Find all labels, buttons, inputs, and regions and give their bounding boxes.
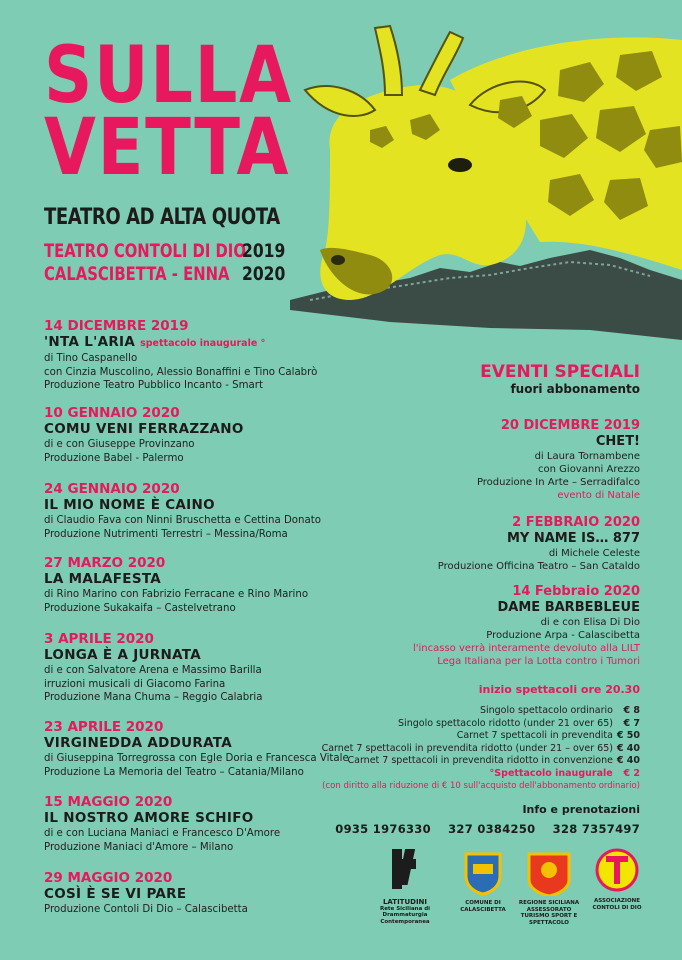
title-line-1: SULLA [44, 31, 293, 121]
special-event-date: 14 Febbraio 2020 [512, 584, 640, 599]
price-amount: € 40 [616, 755, 640, 766]
phone-numbers [335, 822, 640, 836]
event-name: VIRGINEDDA ADDURATA [44, 735, 232, 751]
logo-caption: Rete Siciliana di Drammaturgia Contemporanea [379, 905, 431, 925]
event-detail: di Claudio Fava con Ninni Bruschetta e Cettina Donato [44, 515, 321, 526]
logo-contoli [586, 846, 648, 911]
event-item [44, 794, 364, 854]
venue-line-1: TEATRO CONTOLI DI DIO [44, 240, 246, 262]
year-1: 2019 [242, 240, 286, 262]
special-event-item [438, 515, 640, 573]
info-title: Info e prenotazioni [522, 803, 640, 816]
special-event-detail: Produzione Arpa - Calascibetta [486, 630, 640, 641]
venue-block [44, 240, 246, 286]
regione-emblem-icon [514, 850, 584, 896]
special-event-date: 2 FEBBRAIO 2020 [512, 515, 640, 530]
event-item [44, 318, 364, 393]
price-amount: € 2 [623, 767, 640, 779]
phone-number[interactable]: 327 0384250 [448, 822, 536, 836]
special-event-detail: di e con Elisa Di Dio [540, 617, 640, 628]
logo-comune [458, 850, 508, 913]
event-name: LONGA È A JURNATA [44, 647, 201, 663]
event-detail: di e con Giuseppe Provinzano [44, 439, 195, 450]
event-detail: Produzione Babel - Palermo [44, 452, 184, 464]
season-years [242, 240, 285, 286]
event-detail: Produzione Maniaci d'Amore – Milano [44, 841, 234, 853]
start-time: inizio spettacoli ore 20.30 [478, 683, 640, 696]
price-amount: € 50 [616, 730, 640, 741]
logo-latitudini [362, 845, 448, 925]
event-item [44, 481, 364, 541]
event-date: 3 APRILE 2020 [44, 631, 154, 647]
phone-number[interactable]: 0935 1976330 [335, 822, 431, 836]
price-row [322, 755, 640, 768]
logo-caption: ASSESSORATO TURISMO SPORT E SPETTACOLO [520, 906, 578, 926]
price-amount: € 7 [623, 717, 640, 729]
price-note: (con diritto alla riduzione di € 10 sull'acquisto dell'abbonamento ordinario) [322, 781, 640, 791]
event-detail: Produzione Contoli Di Dio – Calascibetta [44, 904, 248, 915]
event-date: 15 MAGGIO 2020 [44, 794, 173, 810]
price-label: °Spettacolo inaugurale [489, 767, 613, 779]
price-row [322, 718, 640, 731]
price-label: Carnet 7 spettacoli in prevendita ridotto (under 21 – over 65) [321, 742, 613, 754]
special-event-item [477, 418, 640, 502]
special-event-item [413, 584, 640, 668]
event-date: 24 GENNAIO 2020 [44, 481, 180, 497]
price-amount: € 8 [623, 705, 640, 716]
logo-regione [514, 850, 584, 926]
special-event-note: Lega Italiana per la Lotta contro i Tumori [437, 656, 640, 667]
event-detail: irruzioni musicali di Giacomo Farina [44, 678, 226, 690]
price-label: Singolo spettacolo ordinario [479, 705, 613, 716]
price-row [322, 705, 640, 718]
special-events-header [480, 362, 640, 396]
price-row [322, 743, 640, 756]
special-event-name: CHET! [595, 434, 640, 449]
latitudini-logo-icon [362, 845, 448, 895]
price-list [322, 705, 640, 780]
special-event-name: MY NAME IS… 877 [506, 531, 640, 546]
price-amount: € 40 [616, 742, 640, 754]
event-date: 10 GENNAIO 2020 [44, 405, 180, 421]
event-name: IL MIO NOME È CAINO [44, 497, 215, 513]
title-line-2: VETTA [44, 103, 291, 193]
contoli-di-dio-logo-icon [586, 846, 648, 894]
price-label: Carnet 7 spettacoli in prevendita ridotto in convenzione [347, 755, 613, 766]
venue-line-2: CALASCIBETTA - ENNA [44, 263, 230, 285]
event-date: 23 APRILE 2020 [44, 719, 164, 735]
special-event-detail: di Michele Celeste [548, 548, 640, 559]
event-detail: di e con Luciana Maniaci e Francesco D'Amore [44, 828, 281, 839]
special-subtitle: fuori abbonamento [510, 382, 640, 396]
logo-name: LATITUDINI [382, 898, 428, 906]
price-row [322, 730, 640, 743]
special-event-detail: con Giovanni Arezzo [538, 464, 640, 475]
event-item [44, 719, 364, 779]
event-detail: Produzione Mana Chuma – Reggio Calabria [44, 692, 263, 703]
event-name: IL NOSTRO AMORE SCHIFO [44, 810, 254, 826]
event-detail: di Rino Marino con Fabrizio Ferracane e Rino Marino [44, 589, 309, 600]
event-name: LA MALAFESTA [44, 571, 162, 587]
giraffe-illustration [290, 10, 682, 370]
price-label: Carnet 7 spettacoli in prevendita [456, 730, 613, 741]
price-label: Singolo spettacolo ridotto (under 21 over 65) [398, 717, 613, 729]
event-date: 14 DICEMBRE 2019 [44, 318, 189, 334]
year-2: 2020 [242, 263, 286, 285]
event-detail: con Cinzia Muscolino, Alessio Bonaffini e Tino Calabrò [44, 366, 318, 378]
event-item [44, 870, 364, 917]
special-event-note: l'incasso verrà interamente devoluto alla LILT [412, 643, 640, 654]
event-date: 29 MAGGIO 2020 [44, 870, 173, 886]
special-event-detail: Produzione Officina Teatro – San Cataldo [437, 561, 640, 572]
event-detail: Produzione Teatro Pubblico Incanto - Smart [44, 380, 263, 391]
crest-icon [458, 850, 508, 896]
event-detail: Produzione La Memoria del Teatro – Catania/Milano [44, 766, 304, 778]
event-title [44, 334, 364, 352]
price-row [322, 768, 640, 781]
event-detail: Produzione Nutrimenti Terrestri – Messina/Roma [44, 528, 288, 540]
event-tag: spettacolo inaugurale ° [140, 338, 266, 349]
event-name: COMU VENI FERRAZZANO [44, 421, 244, 437]
special-title: EVENTI SPECIALI [480, 362, 640, 382]
logo-name: COMUNE DI CALASCIBETTA [460, 900, 506, 913]
special-event-note: evento di Natale [557, 490, 640, 501]
special-event-detail: Produzione In Arte – Serradifalco [476, 477, 640, 488]
logo-name: ASSOCIAZIONE CONTOLI DI DIO [592, 898, 642, 911]
event-item [44, 405, 364, 465]
event-date: 27 MARZO 2020 [44, 555, 166, 571]
special-event-date: 20 DICEMBRE 2019 [500, 418, 640, 433]
poster-subtitle: TEATRO AD ALTA QUOTA [44, 205, 280, 230]
event-detail: di e con Salvatore Arena e Massimo Barilla [44, 665, 262, 676]
event-detail: di Tino Caspanello [44, 353, 138, 364]
event-item [44, 631, 364, 705]
poster-title [44, 31, 293, 193]
event-detail: Produzione Sukakaifa – Castelvetrano [44, 602, 236, 614]
special-event-name: DAME BARBEBLEUE [497, 600, 640, 615]
event-item [44, 555, 364, 615]
event-name: COSÌ È SE VI PARE [44, 886, 187, 902]
phone-number[interactable]: 328 7357497 [552, 822, 640, 836]
special-event-detail: di Laura Tornambene [534, 451, 640, 462]
logo-name: REGIONE SICILIANA [518, 900, 580, 906]
event-detail: di Giuseppina Torregrossa con Egle Doria e Francesca Vitale [44, 753, 349, 764]
event-name: 'NTA L'ARIA [44, 334, 136, 350]
